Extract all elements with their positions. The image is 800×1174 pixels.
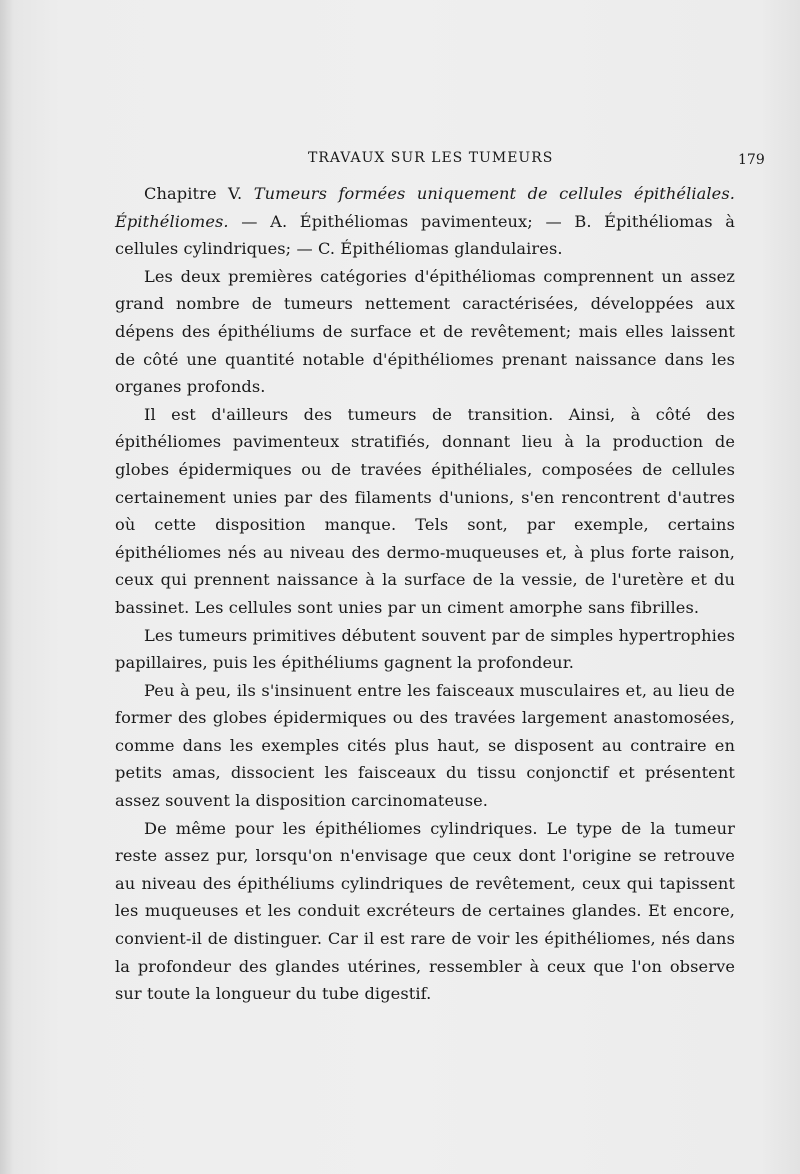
page-number: 179 — [738, 152, 765, 168]
chapter-subdivisions: — A. Épithéliomas pavimenteux; — B. Épithéliomas à cellules cylindriques; — C. Épithéliomas glandulaires. — [115, 211, 735, 259]
paragraph: Il est d'ailleurs des tumeurs de transition. Ainsi, à côté des épithéliomes pavimenteux stratifiés, donnant lieu à la production de globes épidermiques ou de travées épithéliales, composées de cellules certainement unies par des filaments d'unions, s'en rencontrent d'autres où cette disposition manque. Tels sont, par exemple, certains épithéliomes nés au niveau des dermo-muqueuses et, à plus forte raison, ceux qui prennent naissance à la surface de la vessie, de l'uretère et du bassinet. Les cellules sont unies par un ciment amorphe sans fibrilles. — [115, 404, 735, 617]
chapter-label: Chapitre V. — [144, 184, 243, 203]
paragraph: Les tumeurs primitives débutent souvent par de simples hypertrophies papillaires, puis les épithéliums gagnent la profondeur. — [115, 625, 735, 673]
chapter-heading — [115, 180, 735, 263]
paragraph: Les deux premières catégories d'épithéliomas comprennent un assez grand nombre de tumeurs nettement caractérisées, développées aux dépens des épithéliums de surface et de revêtement; mais elles laissent de côté une quantité notable d'épithéliomes prenant naissance dans les organes profonds. — [115, 266, 735, 397]
paragraph: De même pour les épithéliomes cylindriques. Le type de la tumeur reste assez pur, lorsqu'on n'envisage que ceux dont l'origine se retrouve au niveau des épithéliums cylindriques de revêtement, ceux qui tapissent les muqueuses et les conduit excréteurs de certaines glandes. Et encore, convient-il de distinguer. Car il est rare de voir les épithéliomes, nés dans la profondeur des glandes utérines, ressembler à ceux que l'on observe sur toute la longueur du tube digestif. — [115, 818, 735, 1004]
chapter-title: Tumeurs formées uniquement de cellules épithéliales. Épithéliomes. — [115, 184, 736, 231]
body-text — [115, 180, 735, 1008]
page-header — [0, 150, 800, 174]
running-title: TRAVAUX SUR LES TUMEURS — [308, 150, 554, 166]
paragraph: Peu à peu, ils s'insinuent entre les faisceaux musculaires et, au lieu de former des globes épidermiques ou des travées largement anastomosées, comme dans les exemples cités plus haut, se disposent au contraire en petits amas, dissocient les faisceaux du tissu conjonctif et présentent assez souvent la disposition carcinomateuse. — [115, 680, 735, 811]
